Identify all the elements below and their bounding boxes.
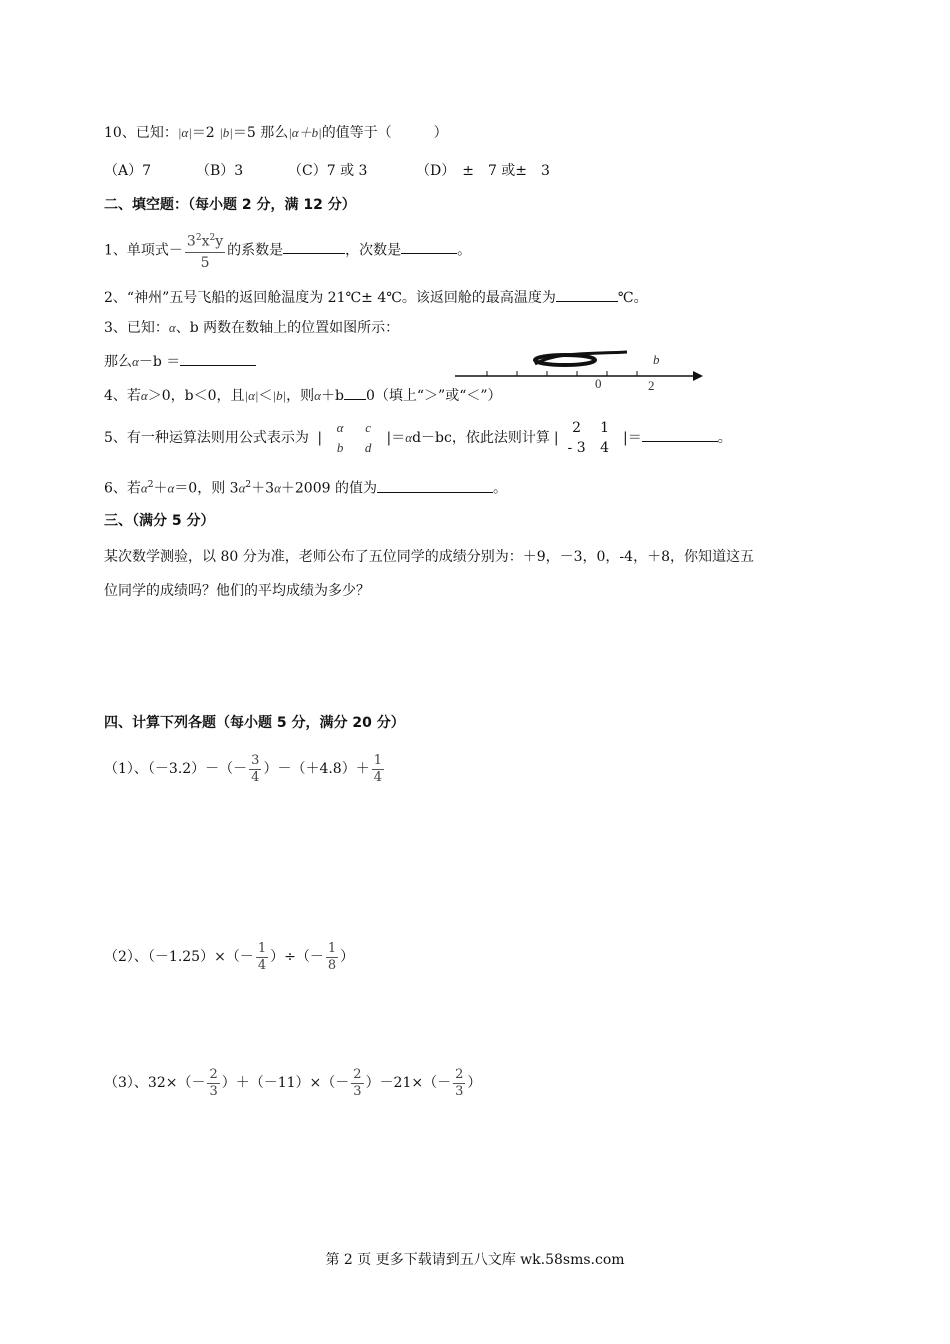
section-3-paragraph-1: 某次数学测验，以 80 分为准，老师公布了五位同学的成绩分别为：＋9，－3，0，-4，＋8，你知道这五 (104, 549, 754, 565)
fill-3-rest: 、b 两数在数轴上的位置如图所示： (175, 320, 400, 336)
calc-1-f1-den: 4 (251, 769, 260, 785)
matrix-a11: α (336, 420, 344, 435)
q10-suffix: 的值等于（ ） (321, 125, 448, 141)
page-footer: 第 2 页 更多下载请到五八文库 wk.58sms.com (325, 1252, 625, 1268)
fill-1-exp1: 2 (195, 233, 202, 243)
fill-5 (104, 418, 732, 458)
fill-1-fraction (185, 228, 225, 273)
fill-6 (104, 476, 507, 498)
fill-4-alpha: α (140, 388, 148, 403)
calc-2-fraction-1 (256, 941, 268, 974)
fill-4-plusb: ＋b (321, 388, 344, 404)
q10-abs-b: |b| (219, 125, 233, 140)
fill-3-line2-prefix: 那么 (104, 354, 132, 370)
calc-1-fraction-1 (249, 753, 261, 786)
q10-option-a: （A）7 (104, 163, 152, 179)
q10-eq2: ＝2 (191, 125, 215, 141)
calc-3-fraction-2 (351, 1067, 363, 1100)
q10-eq5: ＝5 那么 (232, 125, 289, 141)
fill-6-plus: ＋ (153, 480, 168, 497)
q10-option-b: （B）3 (196, 163, 244, 179)
calc-2-f1-num: 1 (257, 940, 267, 956)
fill-3-prefix: 3、已知： (104, 320, 169, 336)
fill-2 (104, 287, 648, 307)
q10-options (104, 162, 550, 180)
calc-2 (104, 932, 354, 982)
calc-1-f2-num: 1 (373, 752, 382, 768)
fill-1-blank-coef[interactable] (283, 239, 345, 254)
calc-2-b: ）÷（－ (270, 949, 324, 965)
calc-1-fraction-2 (372, 753, 384, 786)
fill-3-line2-alpha: α (132, 354, 139, 369)
fill-1-den: 5 (200, 254, 210, 271)
calc-3-f2-den: 3 (353, 1083, 362, 1099)
fill-5-alpha: α (405, 430, 413, 445)
calc-2-f2-den: 8 (327, 957, 337, 973)
matrix-n12: 1 (600, 420, 610, 436)
fill-1-mid2: ，次数是 (345, 242, 402, 259)
calc-3 (104, 1058, 481, 1108)
fill-1 (104, 228, 471, 273)
calc-2-fraction-2 (326, 941, 338, 974)
fill-6-mid2: ＋3 (251, 480, 275, 497)
label-2: 2 (648, 378, 655, 393)
fill-5-eq: |＝ (386, 430, 406, 446)
calc-2-f2-num: 1 (327, 940, 337, 956)
fill-3 (104, 319, 399, 337)
label-0: 0 (595, 376, 602, 391)
fill-4-zero: 0（填上“＞”或“＜”） (365, 388, 502, 404)
calc-3-a: （3）、32×（－ (104, 1075, 206, 1091)
calc-2-a: （2）、（－1.25）×（－ (104, 949, 254, 965)
fill-4-abs-b: |b| (272, 388, 287, 403)
fill-3-blank[interactable] (180, 351, 256, 366)
fill-6-prefix: 6、若 (104, 480, 141, 497)
calc-3-d: ） (467, 1075, 482, 1091)
matrix-a21: b (336, 440, 344, 455)
calc-1 (104, 744, 386, 794)
arrow-icon (693, 371, 703, 381)
fill-1-mid: 的系数是 (227, 242, 284, 259)
q10-abs-a: |α| (177, 125, 192, 140)
fill-6-alpha: α (140, 480, 148, 496)
matrix-n22: 4 (600, 440, 610, 456)
calc-3-c: ）－21×（－ (365, 1075, 452, 1091)
fill-4-blank[interactable] (344, 385, 366, 400)
q10-abs-ab: |α＋b| (288, 125, 322, 140)
q10-prefix: 10、已知： (104, 125, 178, 141)
matrix-a22: d (364, 440, 372, 455)
matrix-n11: 2 (572, 420, 582, 436)
calc-3-fraction-3 (453, 1067, 465, 1100)
fill-2-end: ℃。 (617, 290, 648, 306)
fill-5-end: 。 (717, 430, 732, 446)
fill-6-rest: ＋2009 的值为 (280, 480, 377, 497)
fill-4 (104, 385, 502, 405)
section-2-title: 二、填空题：（每小题 2 分，满 12 分） (104, 197, 356, 213)
fill-4-lt: ＜ (258, 388, 273, 404)
fill-5-bar-left: | (317, 430, 323, 446)
fill-3-line2 (104, 351, 256, 371)
fill-4-then: ，则 (286, 388, 315, 404)
calc-3-f1-num: 2 (209, 1066, 218, 1082)
fill-6-sq2: 2 (245, 480, 252, 490)
calc-3-f1-den: 3 (209, 1083, 218, 1099)
section-3-paragraph-2: 位同学的成绩吗？他们的平均成绩为多少？ (104, 583, 370, 599)
calc-1-a: （1）、（－3.2）－（－ (104, 761, 248, 777)
q10-line (104, 124, 448, 142)
fill-6-alpha2: α (167, 480, 175, 496)
fill-1-end: 。 (457, 242, 472, 259)
fill-5-matrix-numbers (563, 418, 619, 458)
fill-6-mid: ＝0，则 3 (174, 480, 239, 497)
fill-5-matrix-formula (326, 418, 382, 458)
fill-5-blank[interactable] (642, 427, 718, 442)
fill-6-end: 。 (492, 480, 507, 497)
fill-4-abs-a: |α| (244, 388, 259, 403)
fill-6-alpha4: α (274, 480, 281, 496)
label-b: b (653, 352, 660, 367)
matrix-a12: c (365, 420, 371, 435)
section-3-title: 三、（满分 5 分） (104, 513, 215, 529)
fill-2-blank[interactable] (556, 287, 618, 302)
fill-4-prefix: 4、若 (104, 388, 141, 404)
fill-1-prefix: 1、单项式－ (104, 242, 183, 259)
fill-4-cond1: ＞0，b＜0，且 (147, 388, 245, 404)
fill-5-eq2: |＝ (623, 430, 642, 446)
fill-5-rest: d－bc，依此法则计算 (412, 430, 550, 446)
calc-1-f1-num: 3 (251, 752, 260, 768)
calc-3-f2-num: 2 (353, 1066, 362, 1082)
fill-4-alpha2: α (314, 388, 321, 403)
calc-3-f3-den: 3 (455, 1083, 464, 1099)
fill-1-blank-degree[interactable] (401, 239, 457, 254)
section-4-title: 四、计算下列各题（每小题 5 分，满分 20 分） (104, 715, 405, 731)
fill-6-sq: 2 (147, 480, 154, 490)
fill-5-prefix: 5、有一种运算法则用公式表示为 (104, 430, 309, 446)
fill-6-alpha3: α (238, 480, 246, 496)
fill-6-blank[interactable] (377, 478, 493, 493)
fill-3-alpha: α (168, 320, 176, 335)
calc-1-b: ）－（＋4.8）＋ (263, 761, 370, 777)
fill-3-line2-rest: －b ＝ (138, 354, 181, 370)
calc-3-fraction-1 (207, 1067, 219, 1100)
calc-2-f1-den: 4 (257, 957, 267, 973)
calc-3-f3-num: 2 (455, 1066, 464, 1082)
fill-2-text: 2、“神州”五号飞船的返回舱温度为 21℃± 4℃。该返回舱的最高温度为 (104, 290, 556, 306)
calc-1-f2-den: 4 (373, 769, 382, 785)
fill-1-exp2: 2 (209, 233, 216, 243)
fill-1-num-base: 3 (186, 233, 196, 250)
q10-option-c: （C）7 或 3 (288, 163, 368, 179)
matrix-n21: - 3 (567, 440, 586, 456)
q10-option-d: （D） ± 7 或± 3 (416, 163, 550, 179)
fill-5-bar-left2: | (553, 430, 559, 446)
calc-2-c: ） (340, 949, 355, 965)
fill-1-y: y (215, 233, 224, 250)
fill-1-x: x (201, 233, 210, 250)
calc-3-b: ）＋（－11）×（－ (221, 1075, 350, 1091)
